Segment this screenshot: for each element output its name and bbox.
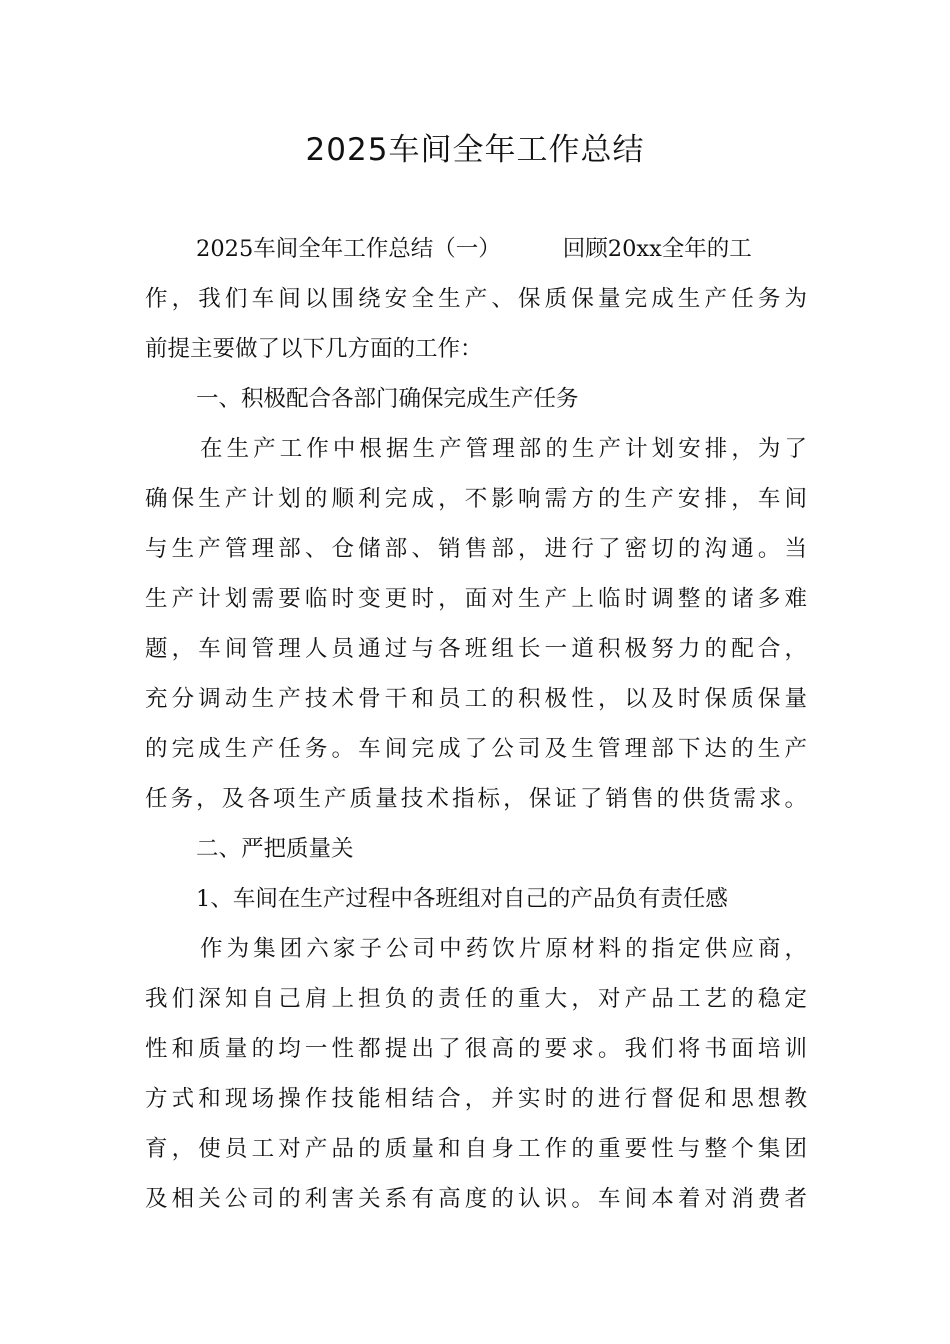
section-2-line-3: 性和质量的均一性都提出了很高的要求。我们将书面培训	[145, 1036, 807, 1062]
section-1-line-6: 充分调动生产技术骨干和员工的积极性，以及时保质保量	[145, 686, 807, 712]
section-1-heading: 一、积极配合各部门确保完成生产任务	[196, 386, 579, 412]
section-2-line-5: 育，使员工对产品的质量和自身工作的重要性与整个集团	[145, 1136, 807, 1162]
section-2-line-1: 作为集团六家子公司中药饮片原材料的指定供应商，	[200, 936, 807, 962]
document-title: 2025车间全年工作总结	[305, 132, 645, 168]
intro-text-start: 回顾20xx全年的工	[562, 236, 752, 262]
section-1-line-5: 题，车间管理人员通过与各班组长一道积极努力的配合，	[145, 636, 807, 662]
section-1-line-8: 任务，及各项生产质量技术指标，保证了销售的供货需求。	[145, 786, 807, 812]
section-2-subheading: 1、车间在生产过程中各班组对自己的产品负有责任感	[196, 886, 728, 912]
section-1-line-3: 与生产管理部、仓储部、销售部，进行了密切的沟通。当	[145, 536, 807, 562]
intro-line-1	[196, 223, 807, 275]
section-1-line-2: 确保生产计划的顺利完成，不影响需方的生产安排，车间	[145, 486, 807, 512]
section-2-line-2: 我们深知自己肩上担负的责任的重大，对产品工艺的稳定	[145, 986, 807, 1012]
section-1-line-7: 的完成生产任务。车间完成了公司及生管理部下达的生产	[145, 736, 807, 762]
section-2-heading: 二、严把质量关	[196, 836, 354, 862]
intro-line-3: 前提主要做了以下几方面的工作：	[145, 336, 483, 362]
intro-subtitle: 2025车间全年工作总结（一）	[196, 236, 501, 262]
section-1-line-1: 在生产工作中根据生产管理部的生产计划安排，为了	[200, 436, 807, 462]
intro-line-2: 作，我们车间以围绕安全生产、保质保量完成生产任务为	[145, 286, 807, 312]
section-1-line-4: 生产计划需要临时变更时，面对生产上临时调整的诸多难	[145, 586, 807, 612]
section-2-line-6: 及相关公司的利害关系有高度的认识。车间本着对消费者	[145, 1186, 807, 1212]
section-2-line-4: 方式和现场操作技能相结合，并实时的进行督促和思想教	[145, 1086, 807, 1112]
